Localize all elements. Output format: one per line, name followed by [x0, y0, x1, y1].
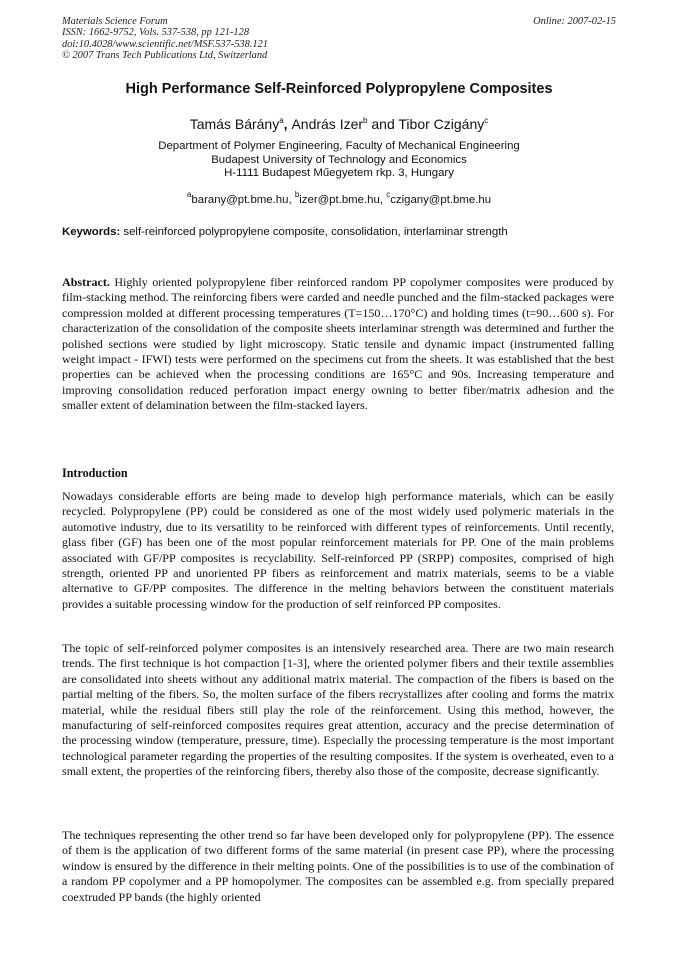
abstract-text: Highly oriented polypropylene fiber reinforced random PP copolymer composites were produced by film-stacking method. The reinforcing fibers were carded and needle punched and the film-stacked packages were compression molded at different processing temperatures (T=150…170°C) and holding times (t=90…600 s). For characterization of the consolidation of the composite sheets interlaminar strength was determined and further the polished sections were studied by light microscopy. Static tensile and dynamic impact (instrumented falling weight impact - IFWI) tests were performed on the specimens cut from the sheets. It was established that the best properties can be achieved when the processing conditions are 165°C and 90s. Increasing temperature and improving consolidation reduced perforation impact energy owning to better fiber/matrix adhesion and the smaller extent of delamination between the film-stacked layers.	[62, 275, 614, 413]
email-address: izer@pt.bme.hu	[299, 194, 380, 206]
affiliation-department: Department of Polymer Engineering, Faculty of Mechanical Engineering	[158, 140, 520, 152]
intro-paragraph	[62, 828, 614, 905]
author-sup: c	[484, 116, 489, 125]
affiliation-university: Budapest University of Technology and Economics	[211, 153, 467, 166]
author-separator: and	[367, 116, 399, 132]
journal-header	[62, 16, 616, 62]
email-sup: c	[386, 190, 391, 199]
author-separator: ,	[283, 116, 292, 132]
author-list	[40, 116, 638, 132]
email-sup: b	[294, 190, 300, 199]
keywords-label: Keywords:	[62, 226, 121, 238]
paragraph-text: Nowadays considerable efforts are being made to develop high performance materials, which can be easily recycled. Polypropylene (PP) could be considered as one of the most widely used polymeric materials in the automotive industry, due to its versatility to be reinforced with different types of reinforcements. Until recently, glass fiber (GF) has been one of the most popular reinforcement materials for PP. One of the main problems associated with GF/PP composites is recyclability. Self-reinforced PP (SRPP) composites, comprised of high strength, oriented PP and unoriented PP fibers as reinforcement and matrix materials, seems to be a viable alternative to GF/PP composites. The difference in the melting behaviors between the constituent materials provides a suitable processing window for the production of self reinforced PP composites.	[62, 489, 614, 611]
section-heading-introduction: Introduction	[62, 466, 128, 480]
email-list	[40, 190, 638, 206]
paragraph-text: The topic of self-reinforced polymer composites is an intensively researched area. There are two main research trends. The first technique is hot compaction [1-3], where the oriented polymer fibers and their textile assemblies are consolidated into sheets without any additional matrix material. The compaction of the fibers is based on the partial melting of the fibers. So, the molten surface of the fibers recrystallizes after cooling and forms the matrix material, while the residual fibers still play the role of the reinforcement. Using this method, however, the manufacturing of self-reinforced composites requires great attention, accuracy and the precise determination of the processing window (temperature, pressure, time). Especially the processing temperature is the most important technological parameter regarding the properties of the resulting composites. If the system is overheated, even to a small extent, the properties of the reinforcing fibers, thereby also those of the composite, decrease significantly.	[62, 641, 614, 779]
paper-title: High Performance Self-Reinforced Polypropylene Composites	[125, 81, 553, 97]
copyright-line: © 2007 Trans Tech Publications Ltd, Switzerland	[62, 50, 268, 62]
author-name: Tamás Bárány	[189, 116, 280, 132]
author-name: András Izer	[291, 116, 364, 132]
email-separator: ,	[288, 194, 295, 206]
affiliation-address: H-1111 Budapest Műegyetem rkp. 3, Hungary	[224, 167, 454, 180]
keywords	[62, 226, 616, 238]
journal-name: Materials Science Forum	[62, 16, 168, 27]
intro-paragraph	[62, 489, 614, 612]
email-separator: ,	[379, 194, 387, 206]
author-sup: a	[279, 116, 284, 125]
email-sup: a	[186, 190, 192, 199]
doi-line: doi:10.4028/www.scientific.net/MSF.537-538.121	[62, 38, 268, 50]
author-sup: b	[363, 116, 368, 125]
email-address: czigany@pt.bme.hu	[390, 194, 492, 206]
keywords-text: self-reinforced polypropylene composite, consolidation, interlaminar strength	[120, 226, 508, 238]
email-address: barany@pt.bme.hu	[191, 194, 289, 206]
paragraph-text: The techniques representing the other trend so far have been developed only for polypropylene (PP). The essence of them is the application of two different forms of the same material (in present case PP), where the processing window is ensured by the difference in their melting points. One of the possibilities is to use of the combination of a random PP copolymer and a PP homopolymer. The composites can be assembled e.g. from specially prepared coextruded PP bands (the highly oriented	[62, 828, 614, 904]
affiliation	[40, 140, 638, 181]
online-date: Online: 2007-02-15	[533, 16, 616, 27]
author-name: Tibor Czigány	[398, 116, 485, 132]
issn-line: ISSN: 1662-9752, Vols. 537-538, pp 121-128	[62, 27, 250, 39]
intro-paragraph	[62, 641, 614, 780]
abstract-label: Abstract.	[62, 275, 110, 289]
abstract	[62, 275, 614, 414]
